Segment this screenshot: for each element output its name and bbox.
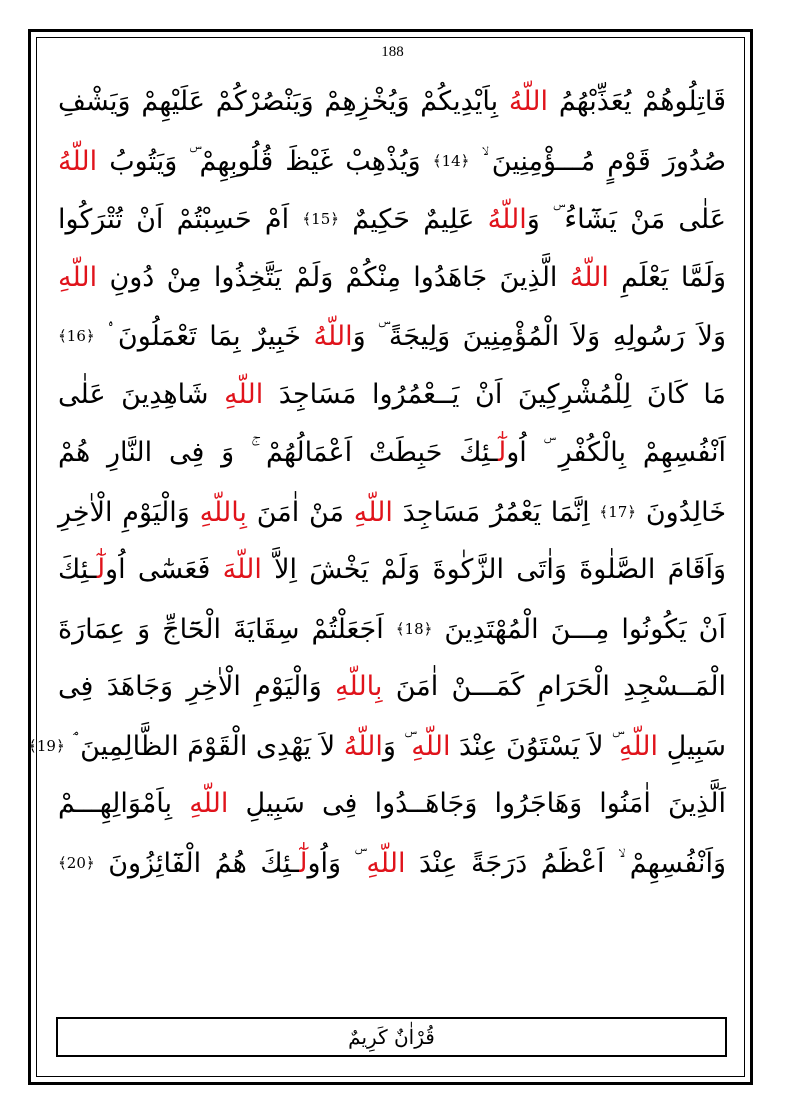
verse-line xyxy=(58,371,726,430)
verse-text: اَمْ حَسِبْتُمْ اَنْ تُتْرَكُوا xyxy=(58,204,303,235)
verse-line xyxy=(58,780,726,839)
verse-line xyxy=(58,488,726,547)
divine-name: اللّهِ xyxy=(224,378,264,410)
verse-text: وَاَقَامَ الصَّلٰوةَ وَاٰتَى الزَّكٰوةَ وَلَمْ يَخْشَ اِلاَّ xyxy=(261,554,726,585)
footer-title: قُرْاٰنٌ كَرِيمٌ xyxy=(348,1025,435,1049)
verse-text: اَجَعَلْتُمْ سِقَايَةَ الْحَٓاجِّ وَ عِمَارَةَ xyxy=(58,613,396,645)
verse-text: شَاهِدِينَ عَلٰى xyxy=(58,378,225,410)
verse-text: وَيُذْهِبْ غَيْظَ قُلُوبِهِمْ ۜ وَيَتُوبُ xyxy=(97,145,433,177)
divine-name: اللّهِ xyxy=(58,261,98,293)
divine-name: بِاللّهِ xyxy=(335,671,383,702)
verse-text: عَلٰى مَنْ يَشَٓاءُ ۜ وَ xyxy=(526,204,726,235)
divine-name: اللّهَ xyxy=(222,554,262,585)
ayah-number-marker: ﴿15﴾ xyxy=(302,210,340,228)
verse-line xyxy=(58,254,726,313)
verse-line xyxy=(58,663,726,722)
verse-text: وَالْيَوْمِ الْاٰخِرِ xyxy=(58,496,200,528)
verse-text: مَنْ اٰمَنَ xyxy=(246,496,354,528)
footer-title-box xyxy=(56,1017,727,1057)
verse-text: سَبِيلِ xyxy=(658,730,726,762)
divine-name: اللّهُ xyxy=(58,145,98,177)
verse-text: اُو xyxy=(506,437,527,468)
divine-name: اللّهُ xyxy=(313,321,353,352)
verse-text: ۜ لاَ يَسْتَوُنَ عِنْدَ xyxy=(450,730,619,762)
verse-text: اَنْفُسِهِمْ بِالْكُفْرِ ۜ xyxy=(526,437,726,468)
verse-text: الَّذِينَ جَاهَدُوا مِنْكُمْ وَلَمْ يَتَّخِذُوا مِنْ دُونِ xyxy=(97,261,570,293)
divine-name: اللّهِ xyxy=(366,847,406,879)
divine-name: اللّهُ xyxy=(569,261,609,293)
verse-text: عَلِيمٌ حَكِيمٌ xyxy=(339,204,488,235)
verse-text: بِاَمْوَالِهِـــمْ xyxy=(58,788,190,819)
ayah-number-marker: ﴿20﴾ xyxy=(58,853,95,872)
divine-name: اللّهِ xyxy=(411,730,451,762)
verse-line xyxy=(58,546,726,605)
verse-text: بِاَيْدِيكُمْ وَيُخْزِهِمْ وَيَنْصُرْكُمْ عَلَيْهِمْ وَيَشْفِ xyxy=(58,86,509,117)
verse-text: فَعَسٰٓى اُو xyxy=(105,554,223,585)
verse-text: الْمَــسْجِدِ الْحَرَامِ كَمَـــنْ اٰمَنَ xyxy=(382,671,726,702)
verse-line xyxy=(58,137,726,196)
verse-text: ٰٓـئِكَ هُمُ الْفَٓائِزُونَ xyxy=(94,847,300,879)
quran-text-body xyxy=(28,78,727,897)
verse-text: ۜ وَ xyxy=(382,730,412,762)
ayah-number-marker: ﴿18﴾ xyxy=(395,619,433,638)
verse-text: وَلاَ رَسُولِهِ وَلاَ الْمُؤْمِنِينَ وَلِيجَةً ۜ وَ xyxy=(352,321,726,352)
page-number: 188 xyxy=(381,44,404,60)
verse-text: مَا كَانَ لِلْمُشْرِكِينَ اَنْ يَــعْمُرُوا مَسَاجِدَ xyxy=(263,378,727,410)
verse-line xyxy=(58,78,726,137)
verse-text: اِنَّمَا يَعْمُرُ مَسَاجِدَ xyxy=(392,496,600,528)
verse-text: خَبِيرٌ بِمَا تَعْمَلُونَ ۟ xyxy=(94,321,314,352)
divine-name: ل xyxy=(498,437,507,468)
verse-text: ۜ وَاُو xyxy=(307,847,367,879)
verse-line xyxy=(58,312,726,371)
divine-name: اللّهُ xyxy=(508,86,549,117)
verse-line xyxy=(58,605,726,664)
verse-text: ٰٓـئِكَ xyxy=(58,554,97,585)
divine-name: اللّهِ xyxy=(618,730,659,762)
verse-line xyxy=(28,722,726,781)
verse-text: اَنْ يَكُونُوا مِـــنَ الْمُهْتَدِينَ xyxy=(432,613,726,645)
verse-text: صُدُورَ قَوْمٍ مُـــؤْمِنِينَ ۙ xyxy=(469,145,726,177)
verse-line xyxy=(58,195,726,254)
verse-text: وَلَمَّا يَعْلَمِ xyxy=(608,261,726,293)
verse-text: قَاتِلُوهُمْ يُعَذِّبْهُمُ xyxy=(548,86,726,117)
verse-text: خَالِدُونَ xyxy=(636,496,727,528)
verse-text: اَلَّذِينَ اٰمَنُوا وَهَاجَرُوا وَجَاهَــدُوا فِى سَبِيلِ xyxy=(228,788,727,819)
verse-text: لاَ يَهْدِى الْقَوْمَ الظَّالِمِينَ ۘ xyxy=(64,730,344,762)
divine-name: ل xyxy=(96,554,106,585)
divine-name: اللّهِ xyxy=(353,496,393,528)
ayah-number-marker: ﴿19﴾ xyxy=(28,736,65,755)
divine-name: بِاللّهِ xyxy=(199,496,247,528)
verse-line xyxy=(58,839,726,898)
divine-name: اللّهِ xyxy=(189,788,229,819)
ayah-number-marker: ﴿17﴾ xyxy=(599,502,637,521)
ayah-number-marker: ﴿16﴾ xyxy=(58,327,95,345)
divine-name: ل xyxy=(299,847,308,879)
divine-name: اللّهُ xyxy=(487,204,527,235)
verse-text: وَاَنْفُسِهِمْ ۙ اَعْظَمُ دَرَجَةً عِنْدَ xyxy=(405,847,726,879)
verse-line xyxy=(58,429,726,488)
ayah-number-marker: ﴿14﴾ xyxy=(432,151,470,170)
verse-text: وَالْيَوْمِ الْاٰخِرِ وَجَاهَدَ فِى xyxy=(58,671,336,702)
verse-text: ٰٓـئِكَ حَبِطَتْ اَعْمَالُهُمْ ۚ وَ فِى النَّارِ هُمْ xyxy=(58,437,499,468)
divine-name: اللّهُ xyxy=(343,730,383,762)
